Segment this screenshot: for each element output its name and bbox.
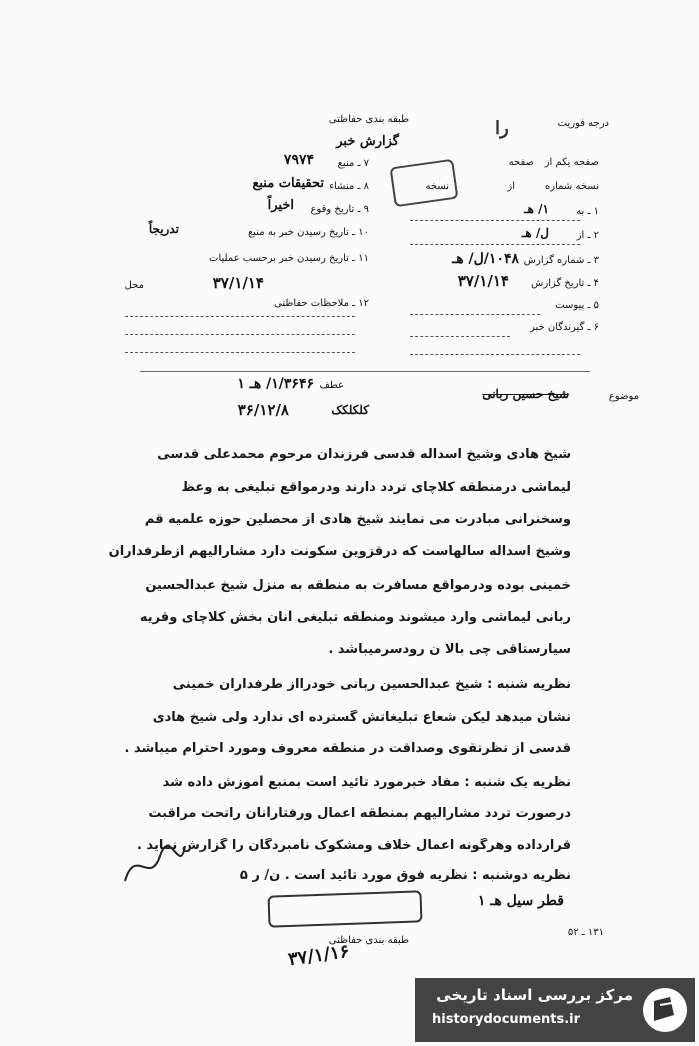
- field-value: ۳۷/۱/۱۴: [457, 272, 509, 290]
- body-line: لیماشی درمنطقه کلاچای تردد دارند ودرمواقع تبلیغی به وعظ: [181, 480, 571, 495]
- body-line: نظریه یک شنبه : مفاد خبرمورد تائید است بمنبع آموزش داده شد: [162, 775, 571, 790]
- body-line: نظریه شنبه : شیخ عبدالحسین ربانی خودرااز طرفداران خمینی: [172, 677, 571, 692]
- field-value: تحقیقات منبع: [252, 176, 324, 191]
- field-label: ۷ ـ منبع: [337, 158, 369, 169]
- field-label: ۸ ـ منشاء: [329, 181, 369, 192]
- stamp-box: [390, 159, 459, 208]
- field-label: محل: [124, 280, 144, 291]
- subject-label: موضوع: [608, 391, 639, 402]
- field-line: [410, 354, 580, 355]
- watermark-org-name: مرکز بررسی اسناد تاریخی: [436, 986, 633, 1004]
- body-line: نظریه دوشنبه : نظریه فوق مورد تائید است . ن/ ر ۵: [239, 868, 571, 883]
- field-line: [125, 334, 355, 335]
- field-label: ۱ ـ به: [576, 206, 599, 217]
- field-label: ۲ ـ از: [576, 230, 599, 241]
- reference-note: کلکلکک: [331, 403, 369, 417]
- copy-label: نسخه شماره: [545, 181, 599, 192]
- field-value: ل/ هـ: [521, 226, 549, 240]
- field-label: ۴ ـ تاریخ گزارش: [531, 278, 599, 289]
- reference-value: ۱/۳۶۴۶/ هـ ۱: [237, 376, 314, 392]
- field-line: [125, 316, 355, 317]
- page-label: صفحه یکم از: [544, 157, 599, 168]
- field-line: [410, 314, 540, 315]
- field-line: [410, 244, 580, 245]
- copy-from: از: [507, 181, 515, 192]
- field-line: [410, 336, 510, 337]
- field-value: ۱/ هـ: [524, 202, 549, 216]
- classification-label-top: طبقه بندی حفاظتی: [328, 114, 409, 125]
- degree-label: درجه فوریت: [557, 118, 609, 129]
- handwritten-mark: را: [495, 118, 509, 139]
- signature-line: قطر سیل هـ ۱: [477, 893, 564, 909]
- field-label: ۳ ـ شماره گزارش: [523, 255, 599, 266]
- body-line: سیارستاقی چی بالا ن رودسرمیباشد .: [328, 642, 571, 657]
- classification-label-bottom: طبقه بندی حفاظتی: [328, 935, 409, 946]
- separator-line: [140, 371, 590, 372]
- field-value: ۱۰۴۸/ل/ هـ: [452, 251, 519, 267]
- field-label: ۱۰ ـ تاریخ رسیدن خبر به منبع: [247, 227, 369, 238]
- subject-value: شیخ حسین ربانی: [482, 387, 569, 401]
- watermark-site: historydocuments.ir: [432, 1012, 581, 1027]
- reference-label: عطف: [319, 380, 344, 391]
- field-label: ۶ ـ گیرندگان خبر: [529, 322, 599, 333]
- body-line: وشیخ اسداله سالهاست که درقزوین سکونت دارد مشارالیهم ازطرفداران: [108, 544, 571, 559]
- scribble-signature: [120, 836, 190, 896]
- field-value: ۳۷/۱/۱۴: [212, 274, 264, 292]
- reference-date: ۳۶/۱۲/۸: [237, 401, 289, 419]
- body-line: قرارداده وهرگونه اعمال خلاف ومشکوک نامبردگان را گزارش نماید .: [136, 838, 571, 853]
- field-label: ۱۲ ـ ملاحظات حفاظتی: [274, 298, 369, 309]
- field-label: ۵ ـ پیوست: [555, 300, 599, 311]
- handwritten-date: ۳۷/۱/۱۶: [286, 940, 351, 971]
- field-label: ۹ ـ تاریخ وقوع: [310, 204, 369, 215]
- field-label: ۱۱ ـ تاریخ رسیدن خبر برحسب عملیات: [209, 253, 369, 264]
- field-line: [410, 220, 580, 221]
- report-title: گزارش خبر: [336, 134, 399, 149]
- body-line: ربانی لیماشی وارد میشوند ومنطقه تبلیغی آنان بخش کلاچای وقریه: [139, 610, 571, 625]
- body-line: خمینی بوده ودرمواقع مسافرت به منطقه به منزل شیخ عبدالحسین: [145, 578, 571, 593]
- field-value: تدریجاً: [148, 222, 179, 236]
- field-value: ۷۹۷۴: [283, 152, 314, 168]
- body-line: درصورت تردد مشارالیهم بمنطقه اعمال ورفتارآنان راتحت مراقبت: [148, 806, 571, 821]
- body-line: شیخ هادی وشیخ اسداله قدسی فرزندان مرحوم محمدعلی قدسی: [157, 447, 571, 462]
- copy-word: نسخه: [425, 181, 449, 192]
- body-line: قدسی از نظرتقوی وصداقت در منطقه معروف ومورد احترام میباشد .: [124, 741, 571, 756]
- body-line: وسخنرانی مبادرت می نمایند شیخ هادی از محصلین حوزه علمیه قم: [144, 512, 571, 527]
- archive-logo-icon: [640, 985, 690, 1035]
- field-value: اخیراً: [267, 198, 294, 213]
- field-line: [125, 352, 355, 353]
- page-word: صفحه: [508, 157, 534, 168]
- body-line: نشان میدهد لیکن شعاع تبلیغاتش گسترده ای ندارد ولی شیخ هادی: [152, 710, 571, 725]
- signature-stamp: [267, 890, 422, 927]
- form-code: ۱۳۱ ـ ۵۲: [567, 927, 604, 938]
